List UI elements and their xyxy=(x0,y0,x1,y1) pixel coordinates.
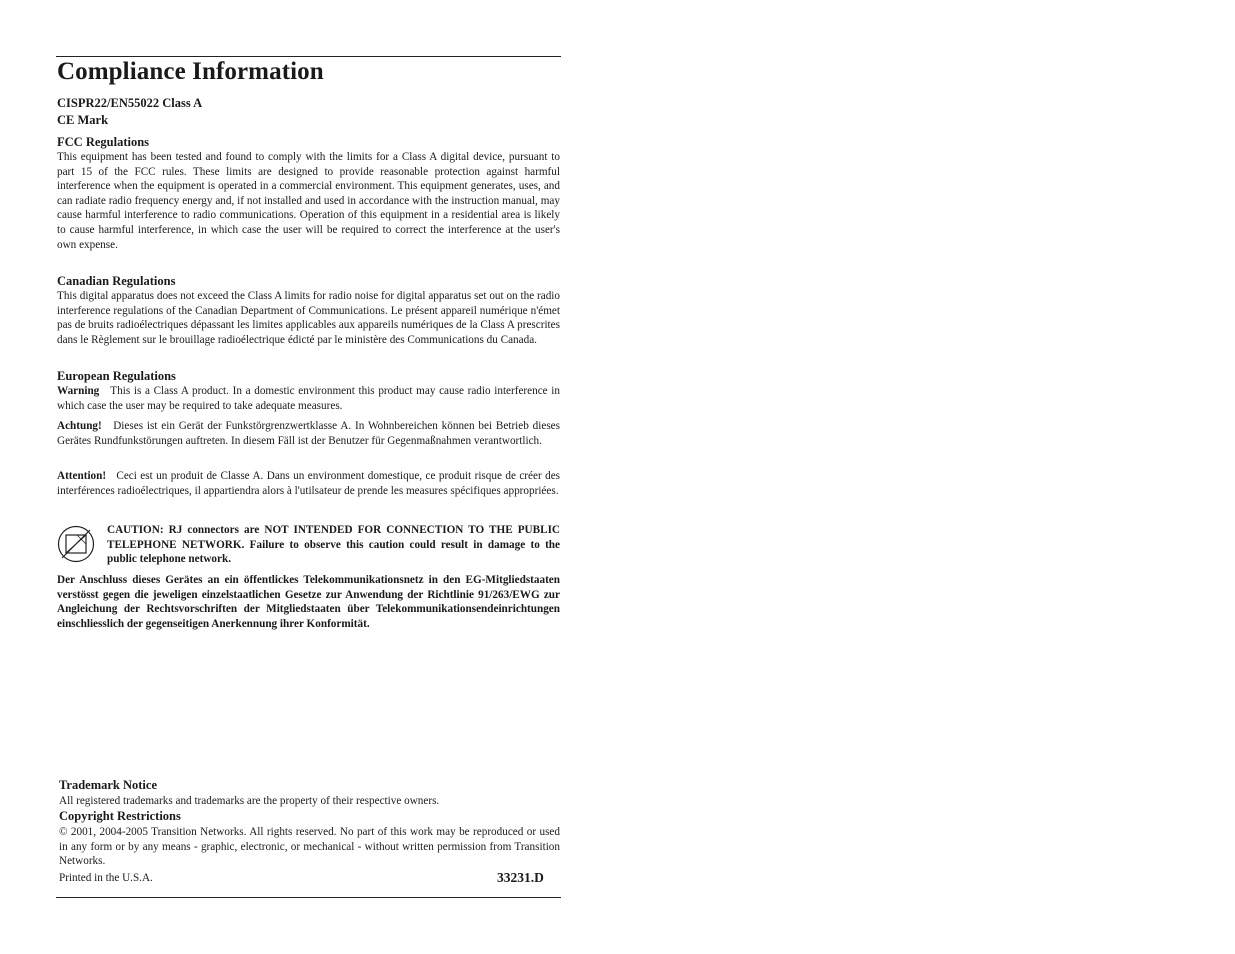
warning-paragraph xyxy=(57,384,560,413)
achtung-paragraph xyxy=(57,419,560,448)
caution-text: CAUTION: RJ connectors are NOT INTENDED FOR CONNECTION TO THE PUBLIC TELEPHONE NETWORK. Failure to observe this caution could result in damage to the public telephone network. xyxy=(107,524,560,566)
european-heading: European Regulations xyxy=(57,369,176,383)
canadian-heading: Canadian Regulations xyxy=(57,274,176,288)
copyright-text: © 2001, 2004-2005 Transition Networks. All rights reserved. No part of this work may be reproduced or used in any form or by any means - graphic, electronic, or mechanical - without written permission from Transition Networks. xyxy=(59,826,560,868)
trademark-text: All registered trademarks and trademarks are the property of their respective owners. xyxy=(59,795,440,807)
attention-label: Attention! xyxy=(57,470,107,482)
fcc-text: This equipment has been tested and found to comply with the limits for a Class A digital device, pursuant to part 15 of the FCC rules. These limits are designed to provide reasonable protection against harmful interference when the equipment is operated in a commercial environment. This equipment generates, uses, and can radiate radio frequency energy and, if not installed and used in accordance with the instruction manual, may cause harmful interference to radio communications. Operation of this equipment in a residential area is likely to cause harmful interference, in which case the user will be required to correct the interference at the user's own expense. xyxy=(57,151,560,251)
standard-ce-mark: CE Mark xyxy=(57,113,109,127)
no-phone-connection-icon xyxy=(57,525,95,563)
fcc-heading: FCC Regulations xyxy=(57,135,150,149)
warning-text: This is a Class A product. In a domestic environment this product may cause radio interference in which case the user may be required to take adequate measures. xyxy=(57,385,561,412)
page-title: Compliance Information xyxy=(57,58,324,85)
printed-in: Printed in the U.S.A. xyxy=(59,872,153,884)
attention-text: Ceci est un produit de Classe A. Dans un environment domestique, ce produit risque de créer des interférences radioélectriques, il appartiendra alors à l'utilsateur de prende les measures spécifiques appropriées. xyxy=(57,470,561,497)
bottom-rule xyxy=(56,897,561,898)
canadian-text: This digital apparatus does not exceed the Class A limits for radio noise for digital apparatus set out on the radio interference regulations of the Canadian Department of Communications. Le présent appareil numérique n'émet pas de bruits radioélectriques dépassant les limites applicables aux appareils numériques de la Class A prescrites dans le Règlement sur le brouillage radioélectrique édicté par le ministère des Communications du Canada. xyxy=(57,290,560,346)
attention-paragraph xyxy=(57,469,560,498)
trademark-heading: Trademark Notice xyxy=(59,778,158,792)
achtung-label: Achtung! xyxy=(57,420,102,432)
achtung-text: Dieses ist ein Gerät der Funkstörgrenzwertklasse A. In Wohnbereichen können bei Betrieb dieses Gerätes Rundfunkstörungen auftreten. In diesem Fäll ist der Benutzer für Gegenmaßnahmen verantwortlich. xyxy=(57,420,560,447)
top-rule xyxy=(56,56,561,57)
warning-label: Warning xyxy=(57,385,100,397)
german-notice: Der Anschluss dieses Gerätes an ein öffentlickes Telekommunikationsnetz in den EG-Mitgliedstaaten verstösst gegen die jeweligen einzelstaatlichen Gesetze zur Anwendung der Richtlinie 91/263/EWG zur Angleichung der Rechtsvorschriften der Mitgliedstaaten über Telekommunikationsendeinrichtungen einschliesslich der gegenseitigen Anerkennung ihrer Konformität. xyxy=(57,574,560,630)
copyright-heading: Copyright Restrictions xyxy=(59,809,181,823)
standard-cispr: CISPR22/EN55022 Class A xyxy=(57,96,203,110)
document-number: 33231.D xyxy=(497,870,544,885)
